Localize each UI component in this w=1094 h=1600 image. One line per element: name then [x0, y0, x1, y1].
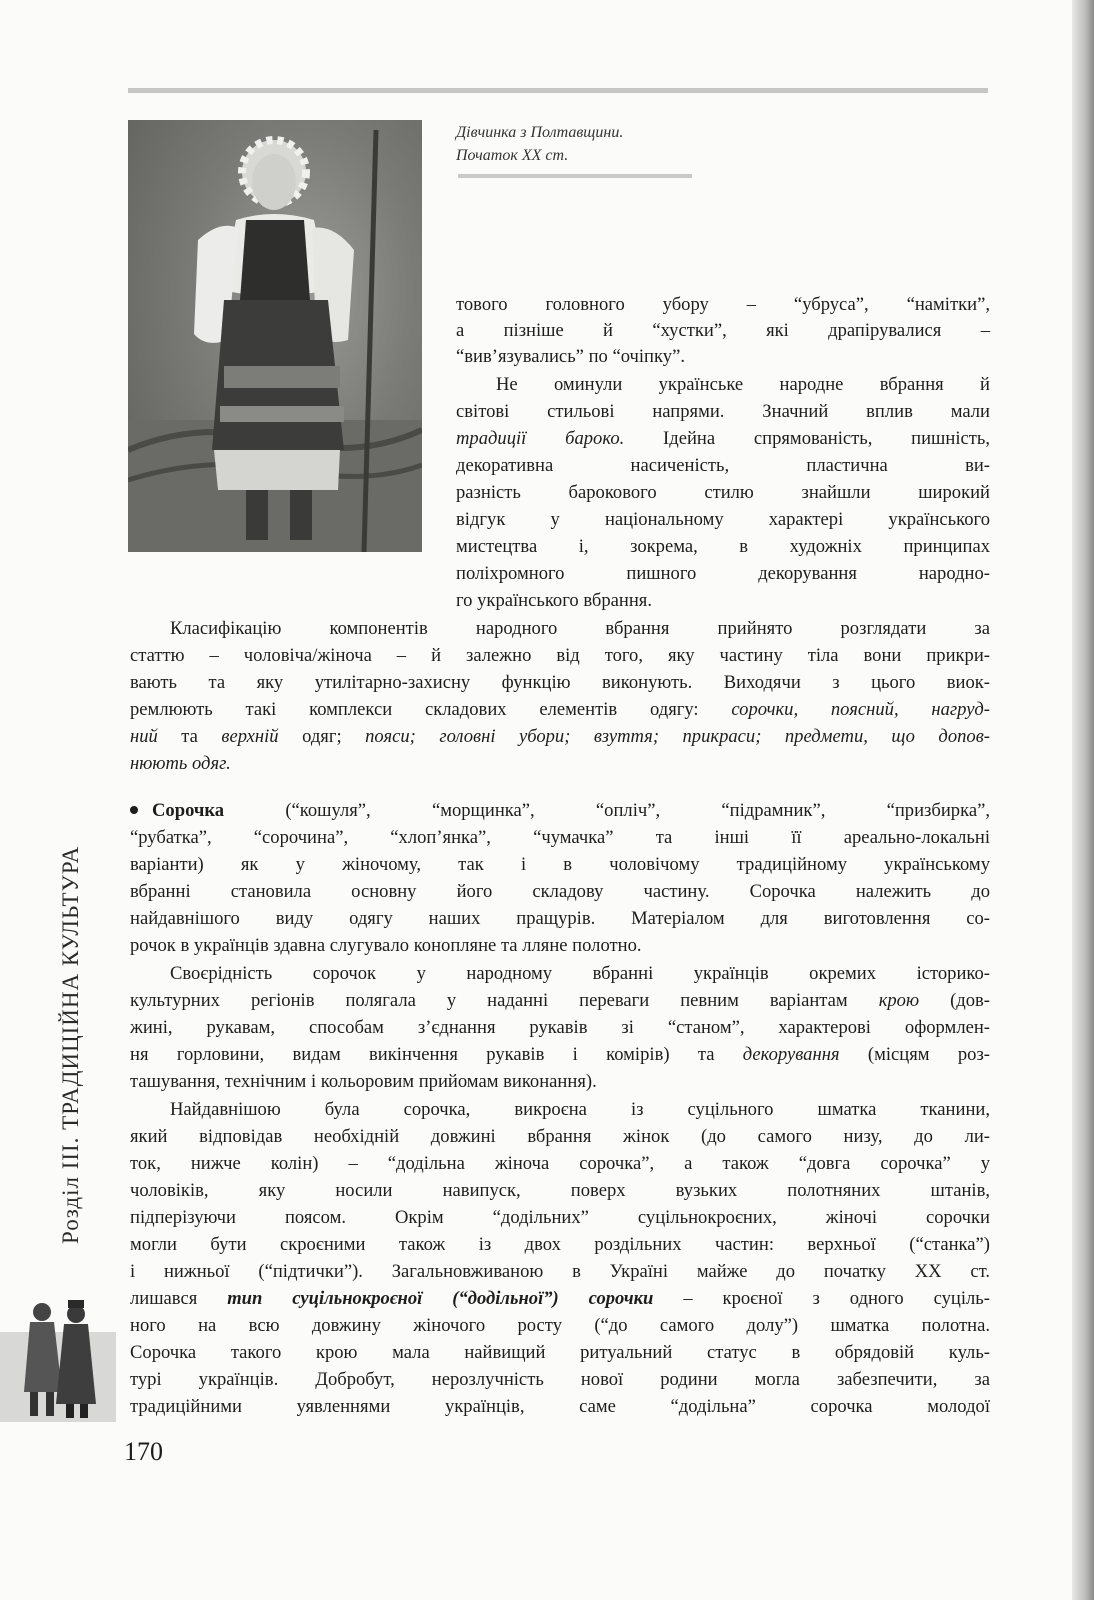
- text-line: [130, 802, 990, 821]
- text-span: Ідейна спрямованість, пишність,: [624, 428, 990, 449]
- text-line: “рубатка”, “сорочина”, “хлоп’янка”, “чумачка” та інші її ареально-локальні: [130, 827, 990, 848]
- caption-line-2: Початок ХХ ст.: [456, 147, 569, 164]
- text-line: Класифікацію компонентів народного вбрання прийнято розглядати за: [170, 618, 990, 639]
- text-line: а пізніше й “хустки”, які драпірувалися –: [456, 320, 990, 341]
- text-line: жині, рукавам, способам з’єднання рукавів зі “станом”, характерові оформлен-: [130, 1017, 990, 1038]
- text-line: ного на всю довжину жіночого росту (“до самого долу”) шматка полотна.: [130, 1315, 990, 1336]
- text-line: Своєрідність сорочок у народному вбранні українців окремих історико-: [170, 963, 990, 984]
- text-line: підперізуючи поясом. Окрім “додільних” суцільнокроєних, жіночі сорочки: [130, 1207, 990, 1228]
- text-span: – кроєної з одного суціль-: [653, 1288, 990, 1309]
- text-span: ня горловини, видам викінчення рукавів і комірів) та: [130, 1044, 715, 1065]
- page-number: 170: [124, 1437, 163, 1466]
- caption-line-1: Дівчинка з Полтавщини.: [456, 124, 624, 141]
- photo-figure: [128, 120, 422, 552]
- italic-term: верхній: [221, 726, 279, 747]
- text-line: відгук у національному характері українського: [456, 509, 990, 530]
- text-line: найдавнішого виду одягу наших пращурів. Матеріалом для виготовлення со-: [130, 908, 990, 929]
- text-line: тового головного убору – “убруса”, “намітки”,: [456, 294, 990, 315]
- italic-term: традиції бароко.: [456, 428, 625, 449]
- section-side-title: Розділ III. ТРАДИЦІЙНА КУЛЬТУРА: [58, 845, 83, 1244]
- text-line: [130, 992, 990, 1011]
- text-span: одяг;: [278, 726, 366, 747]
- text-line: разність барокового стилю знайшли широкий: [456, 482, 990, 503]
- text-line: могли бути скроєними також із двох роздільних частин: верхньої (“станка”): [130, 1234, 990, 1255]
- italic-term: декорування: [742, 1044, 840, 1065]
- text-span: ремлюють такі комплекси складових елементів одягу:: [130, 699, 732, 720]
- text-line: турі українців. Добробут, нерозлучність нової родини могла забезпечити, за: [130, 1369, 990, 1390]
- text-line: Сорочка такого крою мала найвищий ритуальний статус в обрядовій куль-: [130, 1342, 990, 1363]
- text-line: традиційними уявленнями українців, саме “додільна” сорочка молодої: [130, 1396, 990, 1417]
- text-line: чоловіків, яку носили навипуск, поверх вузьких полотняних штанів,: [130, 1180, 990, 1201]
- text-line: декоративна насиченість, пластична ви-: [456, 455, 990, 476]
- text-line: мистецтва і, зокрема, в художніх принципах: [456, 536, 990, 557]
- text-line: [456, 430, 990, 449]
- italic-term: ний: [130, 726, 158, 747]
- folk-figures-icon: [0, 1292, 116, 1422]
- text-line: світові стильові напрями. Значний вплив мали: [456, 401, 990, 422]
- text-line: вбранні становила основну його складову частину. Сорочка належить до: [130, 881, 990, 902]
- bold-term: Сорочка: [152, 800, 225, 821]
- text-line: вають та яку утилітарно-захисну функцію виконують. Виходячи з цього виок-: [130, 672, 990, 693]
- text-span: культурних регіонів полягала у наданні переваги певним варіантам: [130, 990, 848, 1011]
- text-line: [130, 701, 990, 720]
- text-span: (дов-: [919, 990, 990, 1011]
- text-line: і нижньої (“підтички”). Загальновживаною в Україні майже до початку ХХ ст.: [130, 1261, 990, 1282]
- page-spine: [1072, 0, 1094, 1600]
- text-line: рочок в українців здавна слугувало конопляне та лляне полотно.: [130, 935, 642, 956]
- photo-girl-poltava: [128, 120, 422, 552]
- text-span: (“кошуля”, “морщинка”, “опліч”, “підрамник”, “призбирка”,: [224, 800, 990, 821]
- text-line: ташування, технічним і кольоровим прийомам виконання).: [130, 1071, 597, 1092]
- text-line: “вив’язувались” по “очіпку”.: [456, 346, 685, 367]
- text-line: Найдавнішою була сорочка, викроєна із суцільного шматка тканини,: [170, 1099, 990, 1120]
- caption-rule: [458, 174, 692, 178]
- text-line: ток, нижче колін) – “додільна жіноча сорочка”, а також “довга сорочка” у: [130, 1153, 990, 1174]
- bullet-icon: [130, 806, 138, 814]
- text-line: варіанти) як у жіночому, так і в чоловічому традиційному українському: [130, 854, 990, 875]
- text-span: (місцям роз-: [839, 1044, 990, 1065]
- text-line: поліхромного пишного декорування народно-: [456, 563, 990, 584]
- photo-caption: [456, 121, 623, 167]
- italic-term: крою: [878, 990, 920, 1011]
- top-rule: [128, 88, 988, 93]
- bold-italic-term: тип суцільнокроєної (“додільної”) сорочки: [227, 1288, 654, 1309]
- text-line: Не оминули українське народне вбрання й: [496, 374, 990, 395]
- italic-term: пояси; головні убори; взуття; прикраси; предмети, що допов-: [365, 726, 990, 747]
- text-span: та: [157, 726, 222, 747]
- text-line: [130, 728, 990, 747]
- italic-term: сорочки, поясний, нагруд-: [731, 699, 990, 720]
- text-line: статтю – чоловіча/жіноча – й залежно від того, яку частину тіла вони прикри-: [130, 645, 990, 666]
- text-line: го українського вбрання.: [456, 590, 652, 611]
- text-line: який відповідав необхідній довжині вбрання жінок (до самого низу, до ли-: [130, 1126, 990, 1147]
- text-line: [130, 1290, 990, 1309]
- text-line: [130, 1046, 990, 1065]
- text-line: нюють одяг.: [130, 753, 231, 774]
- text-span: лишався: [130, 1288, 228, 1309]
